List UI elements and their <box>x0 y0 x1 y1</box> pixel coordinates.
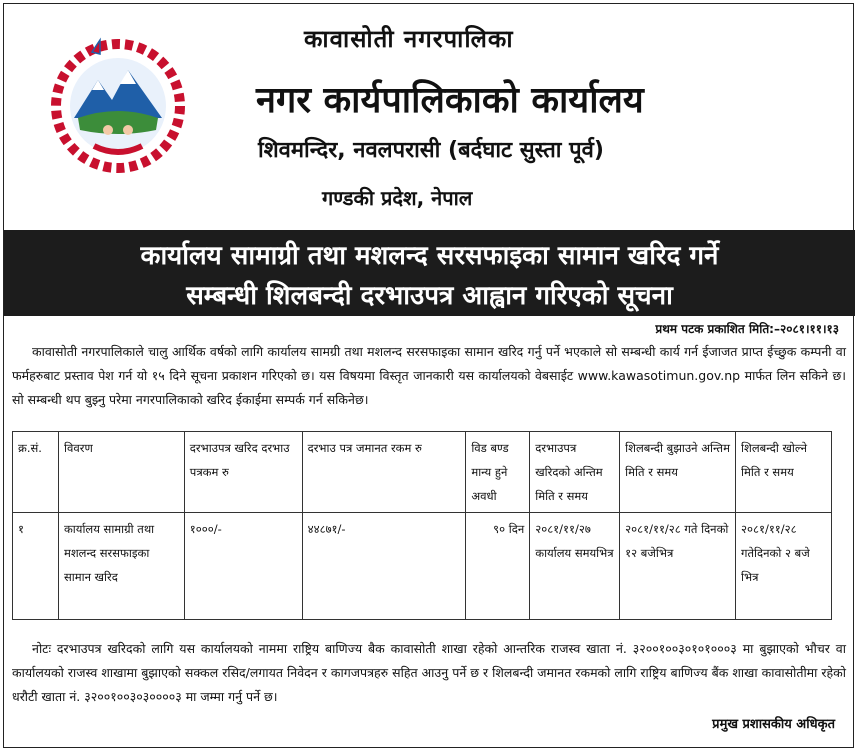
table-header-cell: क्र.सं. <box>13 432 59 513</box>
office-name: नगर कार्यपालिकाको कार्यालय <box>256 80 644 121</box>
notice-title-banner <box>4 230 855 316</box>
table-header-cell: दरभाउपत्र खरिदको अन्तिम मिति र समय <box>530 432 620 513</box>
table-header-cell: विवरण <box>58 432 184 513</box>
table-cell: १ <box>13 513 59 620</box>
table-cell: ४४८७१/- <box>302 513 466 620</box>
nepal-government-emblem-icon <box>48 34 188 174</box>
table-header-cell: विड बण्ड मान्य हुने अवधी <box>466 432 530 513</box>
intro-paragraph: कावासोती नगरपालिकाले चालु आर्थिक वर्षको लागि कार्यालय सामग्री तथा मशलन्द सरसफाइका सामान खरिद गर्नु पर्ने भएकाले सो सम्बन्धी कार्य गर्न ईजाजत प्राप्त ईच्छुक कम्पनी वा फर्महरुबाट प्रस्ताव पेश गर्न यो १५ दिने सूचना प्रकाशन गरिएको छ। यस विषयमा विस्तृत जानकारी यस कार्यालयको वेबसाईट www.kawasotimun.gov.np मार्फत लिन सकिने छ। सो सम्बन्धी थप बुझ्नु परेमा नगरपालिकाको खरिद ईकाईमा सम्पर्क गर्न सकिनेछ। <box>12 344 846 407</box>
table-header-cell: दरभाउपत्र खरिद दरभाउ पत्रकम रु <box>184 432 302 513</box>
municipality-name: कावासोती नगरपालिका <box>304 25 514 53</box>
notice-title-line2: सम्बन्धी शिलबन्दी दरभाउपत्र आह्वान गरिएको सूचना <box>186 281 673 311</box>
publication-date: प्रथम पटक प्रकाशित मिति:–२०८१।११।१३ <box>655 322 839 336</box>
payment-note: नोटः दरभाउपत्र खरिदको लागि यस कार्यालयको नाममा राष्ट्रिय बाणिज्य बैक कावासोती शाखा रहेको आन्तरिक राजस्व खाता नं. ३२००१००३०१०१०००३ मा बुझाएको भौचर वा कार्यालयको राजस्व शाखामा बुझाएको सक्कल रसिद/लगायत निवेदन र कागजपत्रहरु सहित आउनु पर्ने छ र शिलबन्दी जमानत रकमको लागि राष्ट्रिय बाणिज्य बैंक शाखा कावासोतीमा रहेको धरौटी खाता नं. ३२००१००३०३००००३ मा जम्मा गर्नु पर्ने छ। <box>12 641 846 704</box>
notice-header <box>4 4 855 230</box>
notice-frame <box>3 3 854 748</box>
table-cell: ९० दिन <box>466 513 530 620</box>
table-header-cell: दरभाउ पत्र जमानत रकम रु <box>302 432 466 513</box>
table-cell: कार्यालय सामाग्री तथा मशलन्द सरसफाइका सामान खरिद <box>58 513 184 620</box>
signatory-title: प्रमुख प्रशासकीय अधिकृत <box>712 717 835 732</box>
table-cell: २०८१/११/२७ कार्यालय समयभित्र <box>530 513 620 620</box>
table-header-cell: शिलबन्दी खोल्ने मिति र समय <box>736 432 832 513</box>
table-cell: २०८१/११/२८ गते दिनको १२ बजेभित्र <box>620 513 736 620</box>
table-row <box>13 513 832 620</box>
bid-details-table <box>12 431 832 620</box>
table-header-row <box>13 432 832 513</box>
notice-title-line1: कार्यालय सामाग्री तथा मशलन्द सरसफाइका सामान खरिद गर्ने <box>140 241 719 271</box>
table-cell: १०००/- <box>184 513 302 620</box>
office-address: शिवमन्दिर, नवलपरासी (बर्दघाट सुस्ता पूर्व) <box>258 138 604 163</box>
province-name: गण्डकी प्रदेश, नेपाल <box>322 186 473 210</box>
table-cell: २०८१/११/२८ गतेदिनको २ बजे भित्र <box>736 513 832 620</box>
table-header-cell: शिलबन्दी बुझाउने अन्तिम मिति र समय <box>620 432 736 513</box>
